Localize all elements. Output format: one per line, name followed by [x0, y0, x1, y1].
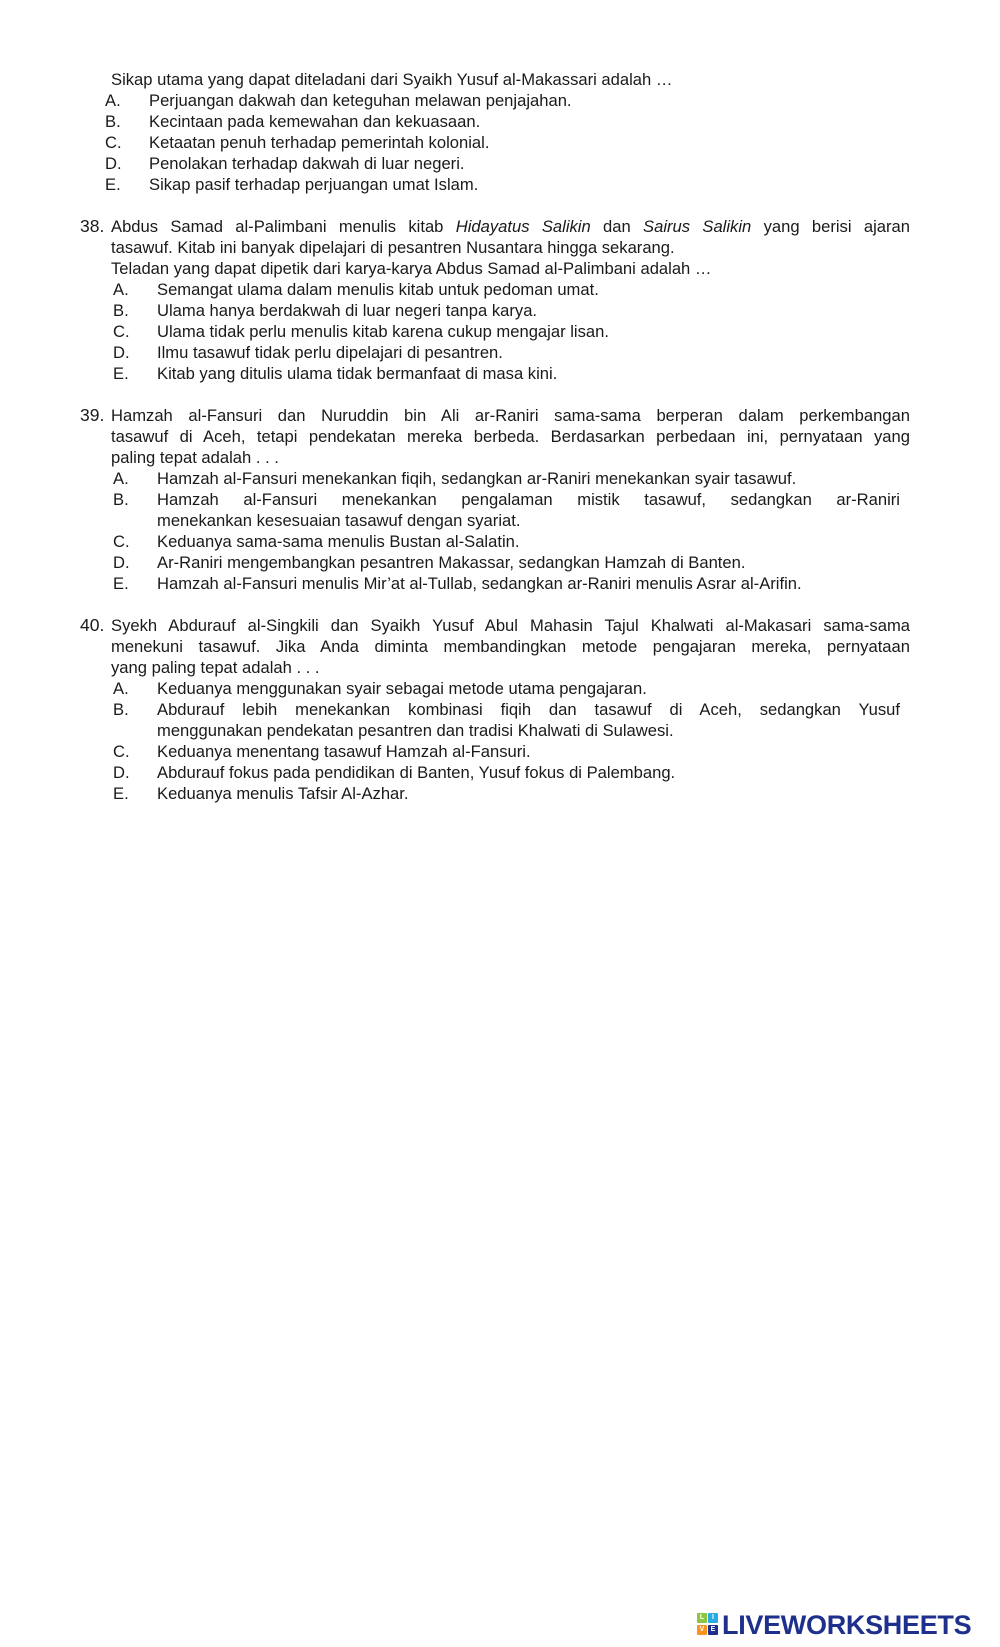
liveworksheets-logo-text: LIVEWORKSHEETS	[722, 1609, 972, 1640]
option-text: Penolakan terhadap dakwah di luar negeri.	[149, 154, 465, 173]
option-letter: E.	[113, 574, 129, 593]
option-letter: C.	[113, 322, 130, 341]
option-text: Ar-Raniri mengembangkan pesantren Makassar, sedangkan Hamzah di Banten.	[157, 553, 746, 572]
option-text: Perjuangan dakwah dan keteguhan melawan penjajahan.	[149, 91, 572, 110]
option-text: Keduanya menggunakan syair sebagai metode utama pengajaran.	[157, 679, 647, 698]
question-37-stem: Sikap utama yang dapat diteladani dari Syaikh Yusuf al-Makassari adalah …	[111, 70, 673, 89]
option-letter: C.	[113, 742, 130, 761]
question-number: 40.	[80, 615, 105, 635]
option-text: Hamzah al-Fansuri menekankan fiqih, sedangkan ar-Raniri menekankan syair tasawuf.	[157, 469, 797, 488]
option-text: Ilmu tasawuf tidak perlu dipelajari di pesantren.	[157, 343, 503, 362]
option-text: Abdurauf lebih menekankan kombinasi fiqih dan tasawuf di Aceh, sedangkan Yusuf	[157, 700, 900, 719]
book-title: Hidayatus Salikin	[455, 217, 591, 236]
option-text: Ketaatan penuh terhadap pemerintah kolonial.	[149, 133, 490, 152]
option-text: Hamzah al-Fansuri menulis Mir’at al-Tullab, sedangkan ar-Raniri menulis Asrar al-Arifin.	[157, 574, 802, 593]
option-letter: A.	[113, 469, 129, 488]
question-38-stem-line-3: Teladan yang dapat dipetik dari karya-karya Abdus Samad al-Palimbani adalah …	[111, 259, 712, 278]
question-39-stem-line-2: tasawuf di Aceh, tetapi pendekatan mereka berbeda. Berdasarkan perbedaan ini, pernyataan yang	[111, 427, 910, 446]
question-number: 38.	[80, 216, 105, 236]
option-letter: A.	[113, 280, 129, 299]
liveworksheets-logo	[697, 1609, 972, 1640]
option-text: Kecintaan pada kemewahan dan kekuasaan.	[149, 112, 481, 131]
option-letter: A.	[113, 679, 129, 698]
option-letter: B.	[113, 301, 129, 320]
option-letter: D.	[113, 343, 130, 362]
option-letter: B.	[113, 700, 129, 719]
option-text-continued: menggunakan pendekatan pesantren dan tradisi Khalwati di Sulawesi.	[157, 721, 674, 740]
option-letter: E.	[113, 364, 129, 383]
liveworksheets-logo-icon: L I V E	[697, 1613, 719, 1637]
option-text: Keduanya sama-sama menulis Bustan al-Salatin.	[157, 532, 520, 551]
question-40-stem-line-3: yang paling tepat adalah . . .	[111, 658, 320, 677]
option-letter: D.	[113, 763, 130, 782]
question-39-stem-line-1: Hamzah al-Fansuri dan Nuruddin bin Ali ar-Raniri sama-sama berperan dalam perkembangan	[111, 406, 910, 425]
option-letter: C.	[113, 532, 130, 551]
question-39-stem-line-3: paling tepat adalah . . .	[111, 448, 279, 467]
option-text: Keduanya menulis Tafsir Al-Azhar.	[157, 784, 409, 803]
question-40-stem-line-2: menekuni tasawuf. Jika Anda diminta membandingkan metode pengajaran mereka, pernyataan	[111, 637, 910, 656]
option-letter: E.	[105, 175, 121, 194]
option-text: Ulama tidak perlu menulis kitab karena cukup mengajar lisan.	[157, 322, 609, 341]
option-text: Kitab yang ditulis ulama tidak bermanfaat di masa kini.	[157, 364, 558, 383]
option-text: Ulama hanya berdakwah di luar negeri tanpa karya.	[157, 301, 538, 320]
option-text: Sikap pasif terhadap perjuangan umat Islam.	[149, 175, 479, 194]
option-letter: B.	[113, 490, 129, 509]
option-text: Abdurauf fokus pada pendidikan di Banten, Yusuf fokus di Palembang.	[157, 763, 676, 782]
option-letter: E.	[113, 784, 129, 803]
option-letter: C.	[105, 133, 122, 152]
option-letter: D.	[113, 553, 130, 572]
option-letter: A.	[105, 91, 121, 110]
option-text-continued: menekankan kesesuaian tasawuf dengan syariat.	[157, 511, 521, 530]
book-title: Sairus Salikin	[643, 217, 752, 236]
option-letter: B.	[105, 112, 121, 131]
question-number: 39.	[80, 405, 105, 425]
option-text: Hamzah al-Fansuri menekankan pengalaman mistik tasawuf, sedangkan ar-Raniri	[157, 490, 900, 509]
option-letter: D.	[105, 154, 122, 173]
question-38-stem-line-1: Abdus Samad al-Palimbani menulis kitab Hidayatus Salikin dan Sairus Salikin yang berisi ajaran	[111, 217, 910, 236]
question-38-stem-line-2: tasawuf. Kitab ini banyak dipelajari di pesantren Nusantara hingga sekarang.	[111, 238, 675, 257]
question-40-stem-line-1: Syekh Abdurauf al-Singkili dan Syaikh Yusuf Abul Mahasin Tajul Khalwati al-Makasari sama-sama	[111, 616, 910, 635]
option-text: Keduanya menentang tasawuf Hamzah al-Fansuri.	[157, 742, 531, 761]
option-text: Semangat ulama dalam menulis kitab untuk pedoman umat.	[157, 280, 599, 299]
